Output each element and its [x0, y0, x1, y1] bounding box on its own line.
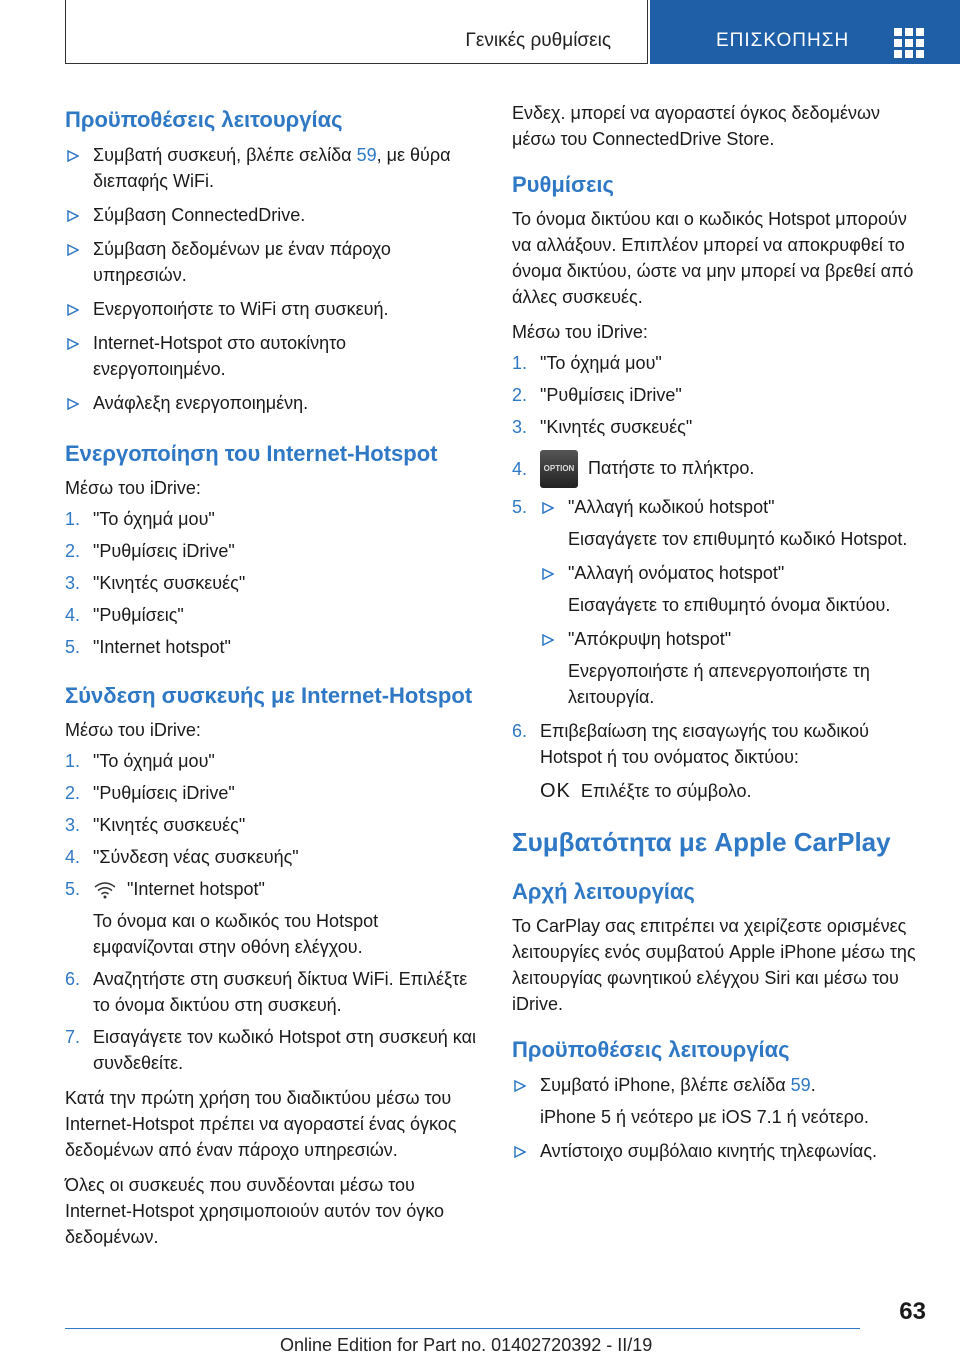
list-item: Internet-Hotspot στο αυτοκίνητο ενεργοποιημένο. — [65, 330, 477, 382]
header-overview-bar[interactable] — [650, 0, 960, 64]
list-item: 6. Επιβεβαίωση της εισαγωγής του κωδικού Hotspot ή του ονόματος δικτύου: OK Επιλέξτε το σύμβολο. — [512, 721, 870, 802]
grid-icon[interactable] — [894, 28, 924, 58]
heading-settings: Ρυθμίσεις — [512, 172, 614, 197]
list-item: 1. "Το όχημά μου" — [65, 751, 215, 771]
bullet-triangle-icon — [67, 150, 79, 162]
list-item: Σύμβαση δεδομένων με έναν πάροχο υπηρεσιών. — [65, 236, 477, 288]
bullet-triangle-icon — [542, 502, 554, 514]
via-idrive-text: Μέσω του iDrive: — [512, 322, 648, 342]
bullet-triangle-icon — [67, 304, 79, 316]
bullet-triangle-icon — [67, 210, 79, 222]
bullet-triangle-icon — [514, 1080, 526, 1092]
list-item: 7. Εισαγάγετε τον κωδικό Hotspot στη συσκευή και συνδεθείτε. — [65, 1027, 476, 1073]
list-item: 3. "Κινητές συσκευές" — [65, 573, 246, 593]
wifi-icon — [93, 880, 117, 900]
heading-principle: Αρχή λειτουργίας — [512, 879, 695, 904]
list-item: Αντίστοιχο συμβόλαιο κινητής τηλεφωνίας. — [512, 1138, 926, 1164]
list-item: 1. "Το όχημά μου" — [65, 509, 215, 529]
list-item: 2. "Ρυθμίσεις iDrive" — [512, 385, 682, 405]
bullet-triangle-icon — [67, 398, 79, 410]
list-item: 3. "Κινητές συσκευές" — [65, 815, 246, 835]
page-link[interactable]: 59 — [356, 145, 377, 165]
list-item: 5. "Internet hotspot" — [65, 637, 231, 657]
via-idrive-text: Μέσω του iDrive: — [65, 478, 201, 498]
heading-prerequisites: Προϋποθέσεις λειτουργίας — [65, 107, 343, 132]
footer-edition: Online Edition for Part no. 01402720392 - II/19 — [280, 1335, 653, 1355]
heading-prerequisites-carplay: Προϋποθέσεις λειτουργίας — [512, 1037, 790, 1062]
paragraph: Όλες οι συσκευές που συνδέονται μέσω του Internet-Hotspot χρησιμοποιούν αυτόν τον όγκο δεδομένων. — [65, 1175, 445, 1247]
paragraph: Το CarPlay σας επιτρέπει να χειρίζεστε ορισμένες λειτουργίες ενός συμβατού Apple iPhone μέσω της λειτουργίας φωνητικού ελέγχου Siri και μέσω του iDrive. — [512, 916, 916, 1014]
option-button-icon: OPTION — [540, 450, 578, 488]
list-item: Ανάφλεξη ενεργοποιημένη. — [65, 390, 477, 416]
via-idrive-text: Μέσω του iDrive: — [65, 720, 201, 740]
list-item: Ενεργοποιήστε το WiFi στη συσκευή. — [65, 296, 477, 322]
heading-carplay: Συμβατότητα με Apple CarPlay — [512, 827, 891, 857]
step-note: Το όνομα και ο κωδικός του Hotspot εμφανίζονται στην οθόνη ελέγχου. — [93, 911, 379, 957]
list-item: 6. Αναζητήστε στη συσκευή δίκτυα WiFi. Επιλέξτε το όνομα δικτύου στη συσκευή. — [65, 969, 468, 1015]
bullet-triangle-icon — [542, 568, 554, 580]
list-item: 3. "Κινητές συσκευές" — [512, 417, 693, 437]
list-item: "Αλλαγή ονόματος hotspot" Εισαγάγετε το επιθυμητό όνομα δικτύου. — [540, 560, 926, 618]
list-item: "Απόκρυψη hotspot" Ενεργοποιήστε ή απενεργοποιήστε τη λειτουργία. — [540, 626, 926, 710]
settings-steps-list — [512, 350, 926, 804]
list-item: Σύμβαση ConnectedDrive. — [65, 202, 477, 228]
right-column — [512, 100, 926, 1172]
list-item: 4. "Σύνδεση νέας συσκευής" — [65, 847, 299, 867]
overview-link[interactable]: ΕΠΙΣΚΟΠΗΣΗ — [716, 30, 850, 51]
page-link[interactable]: 59 — [790, 1075, 811, 1095]
heading-activate-hotspot: Ενεργοποίηση του Internet-Hotspot — [65, 441, 438, 466]
bullet-triangle-icon — [67, 338, 79, 350]
paragraph: Το όνομα δικτύου και ο κωδικός Hotspot μπορούν να αλλάξουν. Επιπλέον μπορεί να αποκρυφθεί το όνομα δικτύου, ώστε να μην μπορεί να βρεθεί από άλλες συσκευές. — [512, 209, 914, 307]
list-item: 1. "Το όχημά μου" — [512, 353, 662, 373]
list-item: Συμβατή συσκευή, βλέπε σελίδα 59, με θύρα διεπαφής WiFi. — [65, 142, 477, 194]
list-item: 4. "Ρυθμίσεις" — [65, 605, 184, 625]
sub-options-list — [540, 494, 926, 710]
heading-connect-device: Σύνδεση συσκευής με Internet-Hotspot — [65, 683, 473, 708]
bullet-triangle-icon — [514, 1146, 526, 1158]
paragraph: Ενδεχ. μπορεί να αγοραστεί όγκος δεδομένων μέσω του ConnectedDrive Store. — [512, 103, 881, 149]
list-item: 2. "Ρυθμίσεις iDrive" — [65, 541, 235, 561]
header-section-box — [65, 0, 648, 64]
header-section-title: Γενικές ρυθμίσεις — [465, 30, 611, 51]
footer-divider — [65, 1328, 860, 1329]
list-item: 4. OPTION Πατήστε το πλήκτρο. — [512, 450, 926, 488]
prerequisites-list — [65, 142, 477, 416]
bullet-triangle-icon — [67, 244, 79, 256]
bullet-triangle-icon — [542, 634, 554, 646]
list-item: "Αλλαγή κωδικού hotspot" Εισαγάγετε τον επιθυμητό κωδικό Hotspot. — [540, 494, 926, 552]
activate-steps-list — [65, 506, 477, 660]
page-number: 63 — [899, 1298, 926, 1325]
list-item: 2. "Ρυθμίσεις iDrive" — [65, 783, 235, 803]
list-item: 5. "Αλλαγή κωδικού hotspot" Εισαγάγετε τον επιθυμητό κωδικό Hotspot. "Αλλαγή ονόματος hotspot" Εισαγάγετε το επιθυμητό όνομα δικτύου. "Απόκρυψη hotspot" Ενεργοποιήστε ή απενεργοποιήστε τη λειτουργία. — [512, 494, 926, 710]
list-item: 5. "Internet hotspot" Το όνομα και ο κωδικός του Hotspot εμφανίζονται στην οθόνη ελέγχου. — [65, 876, 477, 960]
carplay-prerequisites-list — [512, 1072, 926, 1164]
left-column — [65, 100, 477, 1253]
paragraph: Κατά την πρώτη χρήση του διαδικτύου μέσω του Internet-Hotspot πρέπει να αγοραστεί ένας όγκος δεδομένων από έναν πάροχο υπηρεσιών. — [65, 1088, 457, 1160]
ok-symbol-icon: OK — [540, 780, 571, 802]
connect-steps-list — [65, 748, 477, 1076]
list-item: Συμβατό iPhone, βλέπε σελίδα 59. iPhone 5 ή νεότερο με iOS 7.1 ή νεότερο. — [512, 1072, 926, 1130]
